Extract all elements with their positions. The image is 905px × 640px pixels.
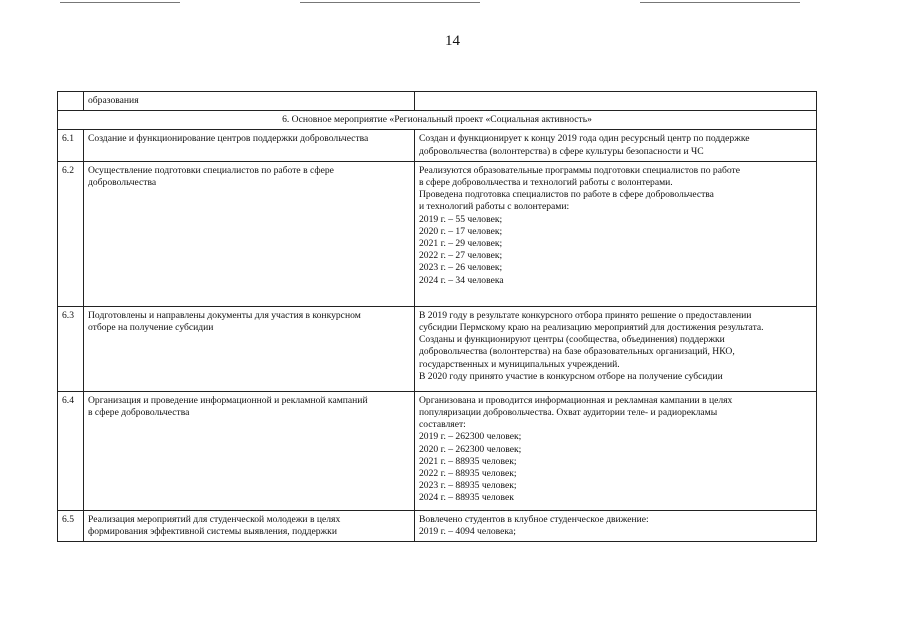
section-title: 6. Основное мероприятие «Региональный проект «Социальная активность»	[58, 111, 817, 130]
scan-edge-line	[640, 2, 800, 3]
measure-name-cell	[84, 161, 415, 306]
measure-name-line: Реализация мероприятий для студенческой молодежи в целях	[88, 513, 341, 525]
measure-name-line: отборе на получение субсидии	[88, 322, 214, 334]
measure-name-line: Организация и проведение информационной и рекламной кампаний	[88, 394, 368, 406]
table-row	[58, 161, 817, 306]
result-line: Проведена подготовка специалистов по работе в сфере добровольчества	[419, 189, 714, 201]
table-row	[58, 306, 817, 391]
result-line: 2023 г. – 26 человек;	[419, 262, 503, 274]
result-line: 2019 г. – 262300 человек;	[419, 431, 522, 443]
scan-edge-line	[60, 2, 180, 3]
result-line: в сфере добровольчества и технологий работы с волонтерами.	[419, 177, 673, 189]
result-line: 2022 г. – 88935 человек;	[419, 468, 517, 480]
measure-name-cell	[84, 130, 415, 161]
row-number: 6.2	[58, 161, 84, 306]
row-number: 6.1	[58, 130, 84, 161]
result-line: добровольчества (волонтерства) на базе образовательных организаций, НКО,	[419, 346, 735, 358]
result-line: 2024 г. – 34 человека	[419, 274, 504, 286]
result-line: В 2020 году принято участие в конкурсном отборе на получение субсидии	[419, 370, 723, 382]
result-line: и технологий работы с волонтерами:	[419, 201, 570, 213]
result-line: Создан и функционирует к концу 2019 года один ресурсный центр по поддержке	[419, 133, 750, 145]
result-line: Реализуются образовательные программы подготовки специалистов по работе	[419, 164, 740, 176]
result-line: 2021 г. – 88935 человек;	[419, 455, 517, 467]
result-cell	[415, 130, 817, 161]
page-number: 14	[445, 33, 460, 49]
result-cell	[415, 391, 817, 510]
result-line: 2020 г. – 17 человек;	[419, 225, 503, 237]
measures-table	[57, 91, 817, 542]
measure-name-cell	[84, 391, 415, 510]
result-line: 2019 г. – 4094 человека;	[419, 526, 516, 538]
measure-name-line: Осуществление подготовки специалистов по работе в сфере	[88, 164, 334, 176]
result-cell	[415, 92, 817, 111]
result-line: популяризации добровольчества. Охват аудитории теле- и радиорекламы	[419, 407, 718, 419]
measure-name-line: в сфере добровольчества	[88, 407, 190, 419]
measure-name-cell	[84, 306, 415, 391]
result-line: субсидии Пермскому краю на реализацию мероприятий для достижения результата.	[419, 322, 764, 334]
result-line: 2019 г. – 55 человек;	[419, 213, 503, 225]
row-number: 6.5	[58, 510, 84, 541]
measure-name-line: Подготовлены и направлены документы для участия в конкурсном	[88, 309, 361, 321]
row-number-cell	[58, 92, 84, 111]
result-line: составляет:	[419, 419, 466, 431]
section-header-row	[58, 111, 817, 130]
measure-name-cell	[84, 510, 415, 541]
result-line: 2022 г. – 27 человек;	[419, 250, 503, 262]
measure-name-line: формирования эффективной системы выявления, поддержки	[88, 526, 337, 538]
row-number: 6.3	[58, 306, 84, 391]
result-cell	[415, 510, 817, 541]
measure-name-cell: образования	[84, 92, 415, 111]
measure-name-line: Создание и функционирование центров поддержки добровольчества	[88, 133, 369, 145]
table-row-continuation	[58, 92, 817, 111]
result-line: государственных и муниципальных учреждений.	[419, 358, 620, 370]
result-line: Организована и проводится информационная и рекламная кампании в целях	[419, 394, 733, 406]
result-line: Вовлечено студентов в клубное студенческое движение:	[419, 513, 649, 525]
measure-name-line: добровольчества	[88, 177, 157, 189]
result-line: 2020 г. – 262300 человек;	[419, 443, 522, 455]
table-row	[58, 391, 817, 510]
result-line: 2021 г. – 29 человек;	[419, 238, 503, 250]
result-cell	[415, 306, 817, 391]
result-line: 2024 г. – 88935 человек	[419, 492, 514, 504]
result-line: 2023 г. – 88935 человек;	[419, 480, 517, 492]
table-row	[58, 130, 817, 161]
scan-edge-line	[300, 2, 480, 3]
result-line: В 2019 году в результате конкурсного отбора принято решение о предоставлении	[419, 309, 752, 321]
row-number: 6.4	[58, 391, 84, 510]
result-cell	[415, 161, 817, 306]
result-line: добровольчества (волонтерства) в сфере культуры безопасности и ЧС	[419, 145, 704, 157]
result-line: Созданы и функционируют центры (сообщества, объединения) поддержки	[419, 334, 725, 346]
table-row	[58, 510, 817, 541]
